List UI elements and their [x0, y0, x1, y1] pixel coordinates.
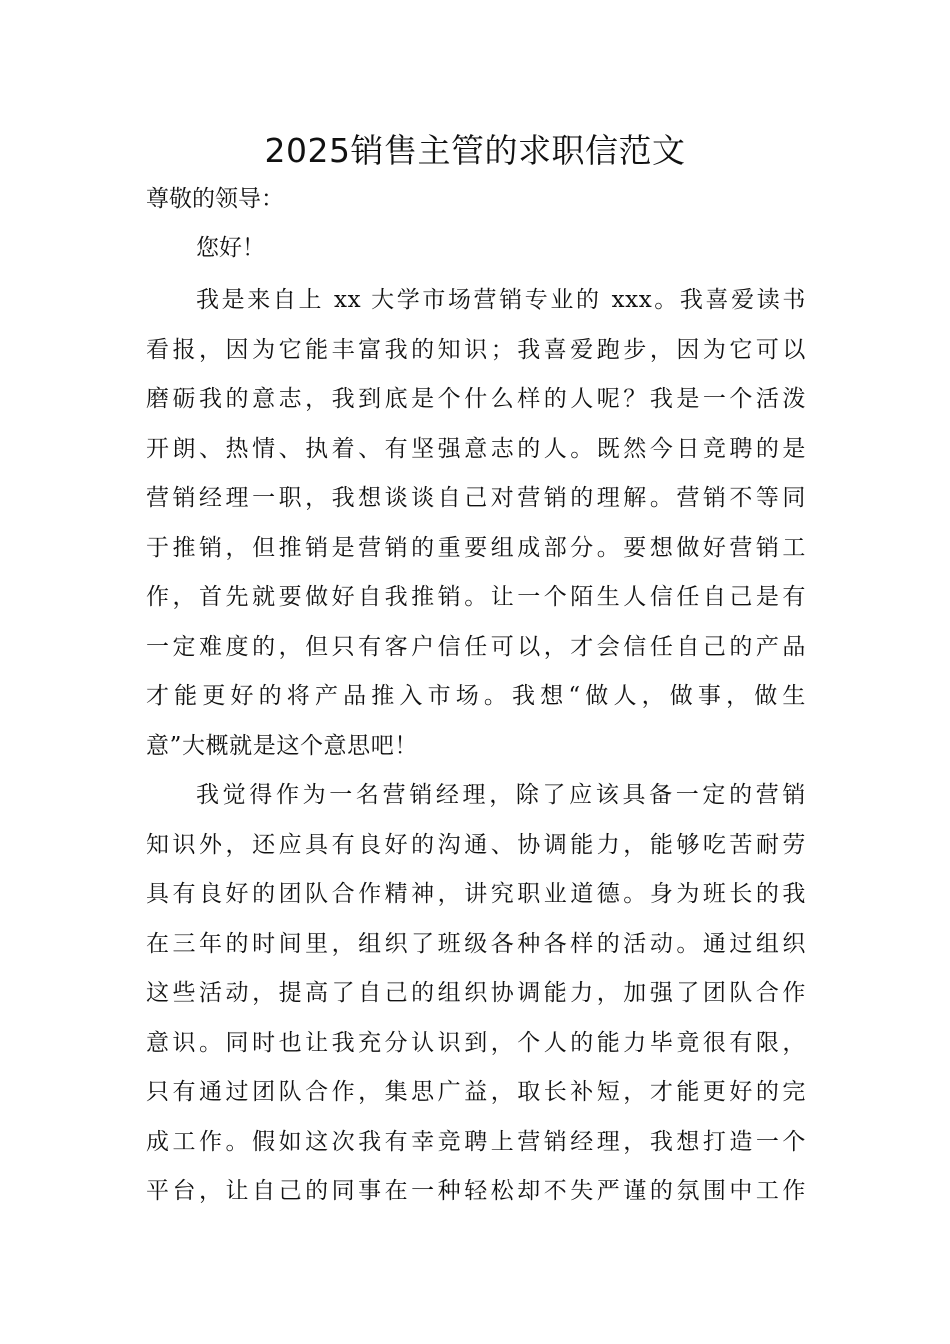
paragraph-1 [146, 285, 806, 780]
text-line: 平台，让自己的同事在一种轻松却不失严谨的氛围中工作 [146, 1178, 806, 1204]
text-line: 作，首先就要做好自我推销。让一个陌生人信任自己是有 [146, 584, 806, 610]
document-title: 2025销售主管的求职信范文 [264, 131, 686, 170]
text-line: 具有良好的团队合作精神，讲究职业道德。身为班长的我 [146, 881, 806, 907]
text-line: 知识外，还应具有良好的沟通、协调能力，能够吃苦耐劳 [146, 831, 806, 858]
text-line: 成工作。假如这次我有幸竞聘上营销经理，我想打造一个 [146, 1128, 806, 1155]
text-line: 开朗、热情、执着、有坚强意志的人。既然今日竞聘的是 [146, 435, 806, 462]
text-line: 看报，因为它能丰富我的知识；我喜爱跑步，因为它可以 [146, 336, 806, 363]
salutation: 尊敬的领导： [146, 186, 284, 212]
text-line: 才能更好的将产品推入市场。我想“做人，做事，做生 [146, 683, 806, 709]
text-line: 意”大概就是这个意思吧！ [146, 732, 418, 759]
text-line: 这些活动，提高了自己的组织协调能力，加强了团队合作 [146, 980, 806, 1006]
paragraph-2 [146, 780, 806, 1226]
text-line: 在三年的时间里，组织了班级各种各样的活动。通过组织 [146, 930, 806, 957]
text-line: 于推销，但推销是营销的重要组成部分。要想做好营销工 [146, 534, 806, 561]
text-line: 只有通过团队合作，集思广益，取长补短，才能更好的完 [146, 1079, 806, 1105]
text-line: 营销经理一职，我想谈谈自己对营销的理解。营销不等同 [146, 485, 806, 511]
text-line: 一定难度的，但只有客户信任可以，才会信任自己的产品 [146, 633, 806, 660]
greeting: 您好！ [196, 235, 265, 261]
letter-body [146, 285, 806, 1226]
text-line: 我觉得作为一名营销经理，除了应该具备一定的营销 [196, 782, 806, 808]
text-line: 我是来自上 xx 大学市场营销专业的 xxx。我喜爱读书 [196, 287, 806, 313]
text-line: 意识。同时也让我充分认识到，个人的能力毕竟很有限， [146, 1029, 806, 1056]
text-line: 磨砺我的意志，我到底是个什么样的人呢？我是一个活泼 [146, 386, 806, 412]
